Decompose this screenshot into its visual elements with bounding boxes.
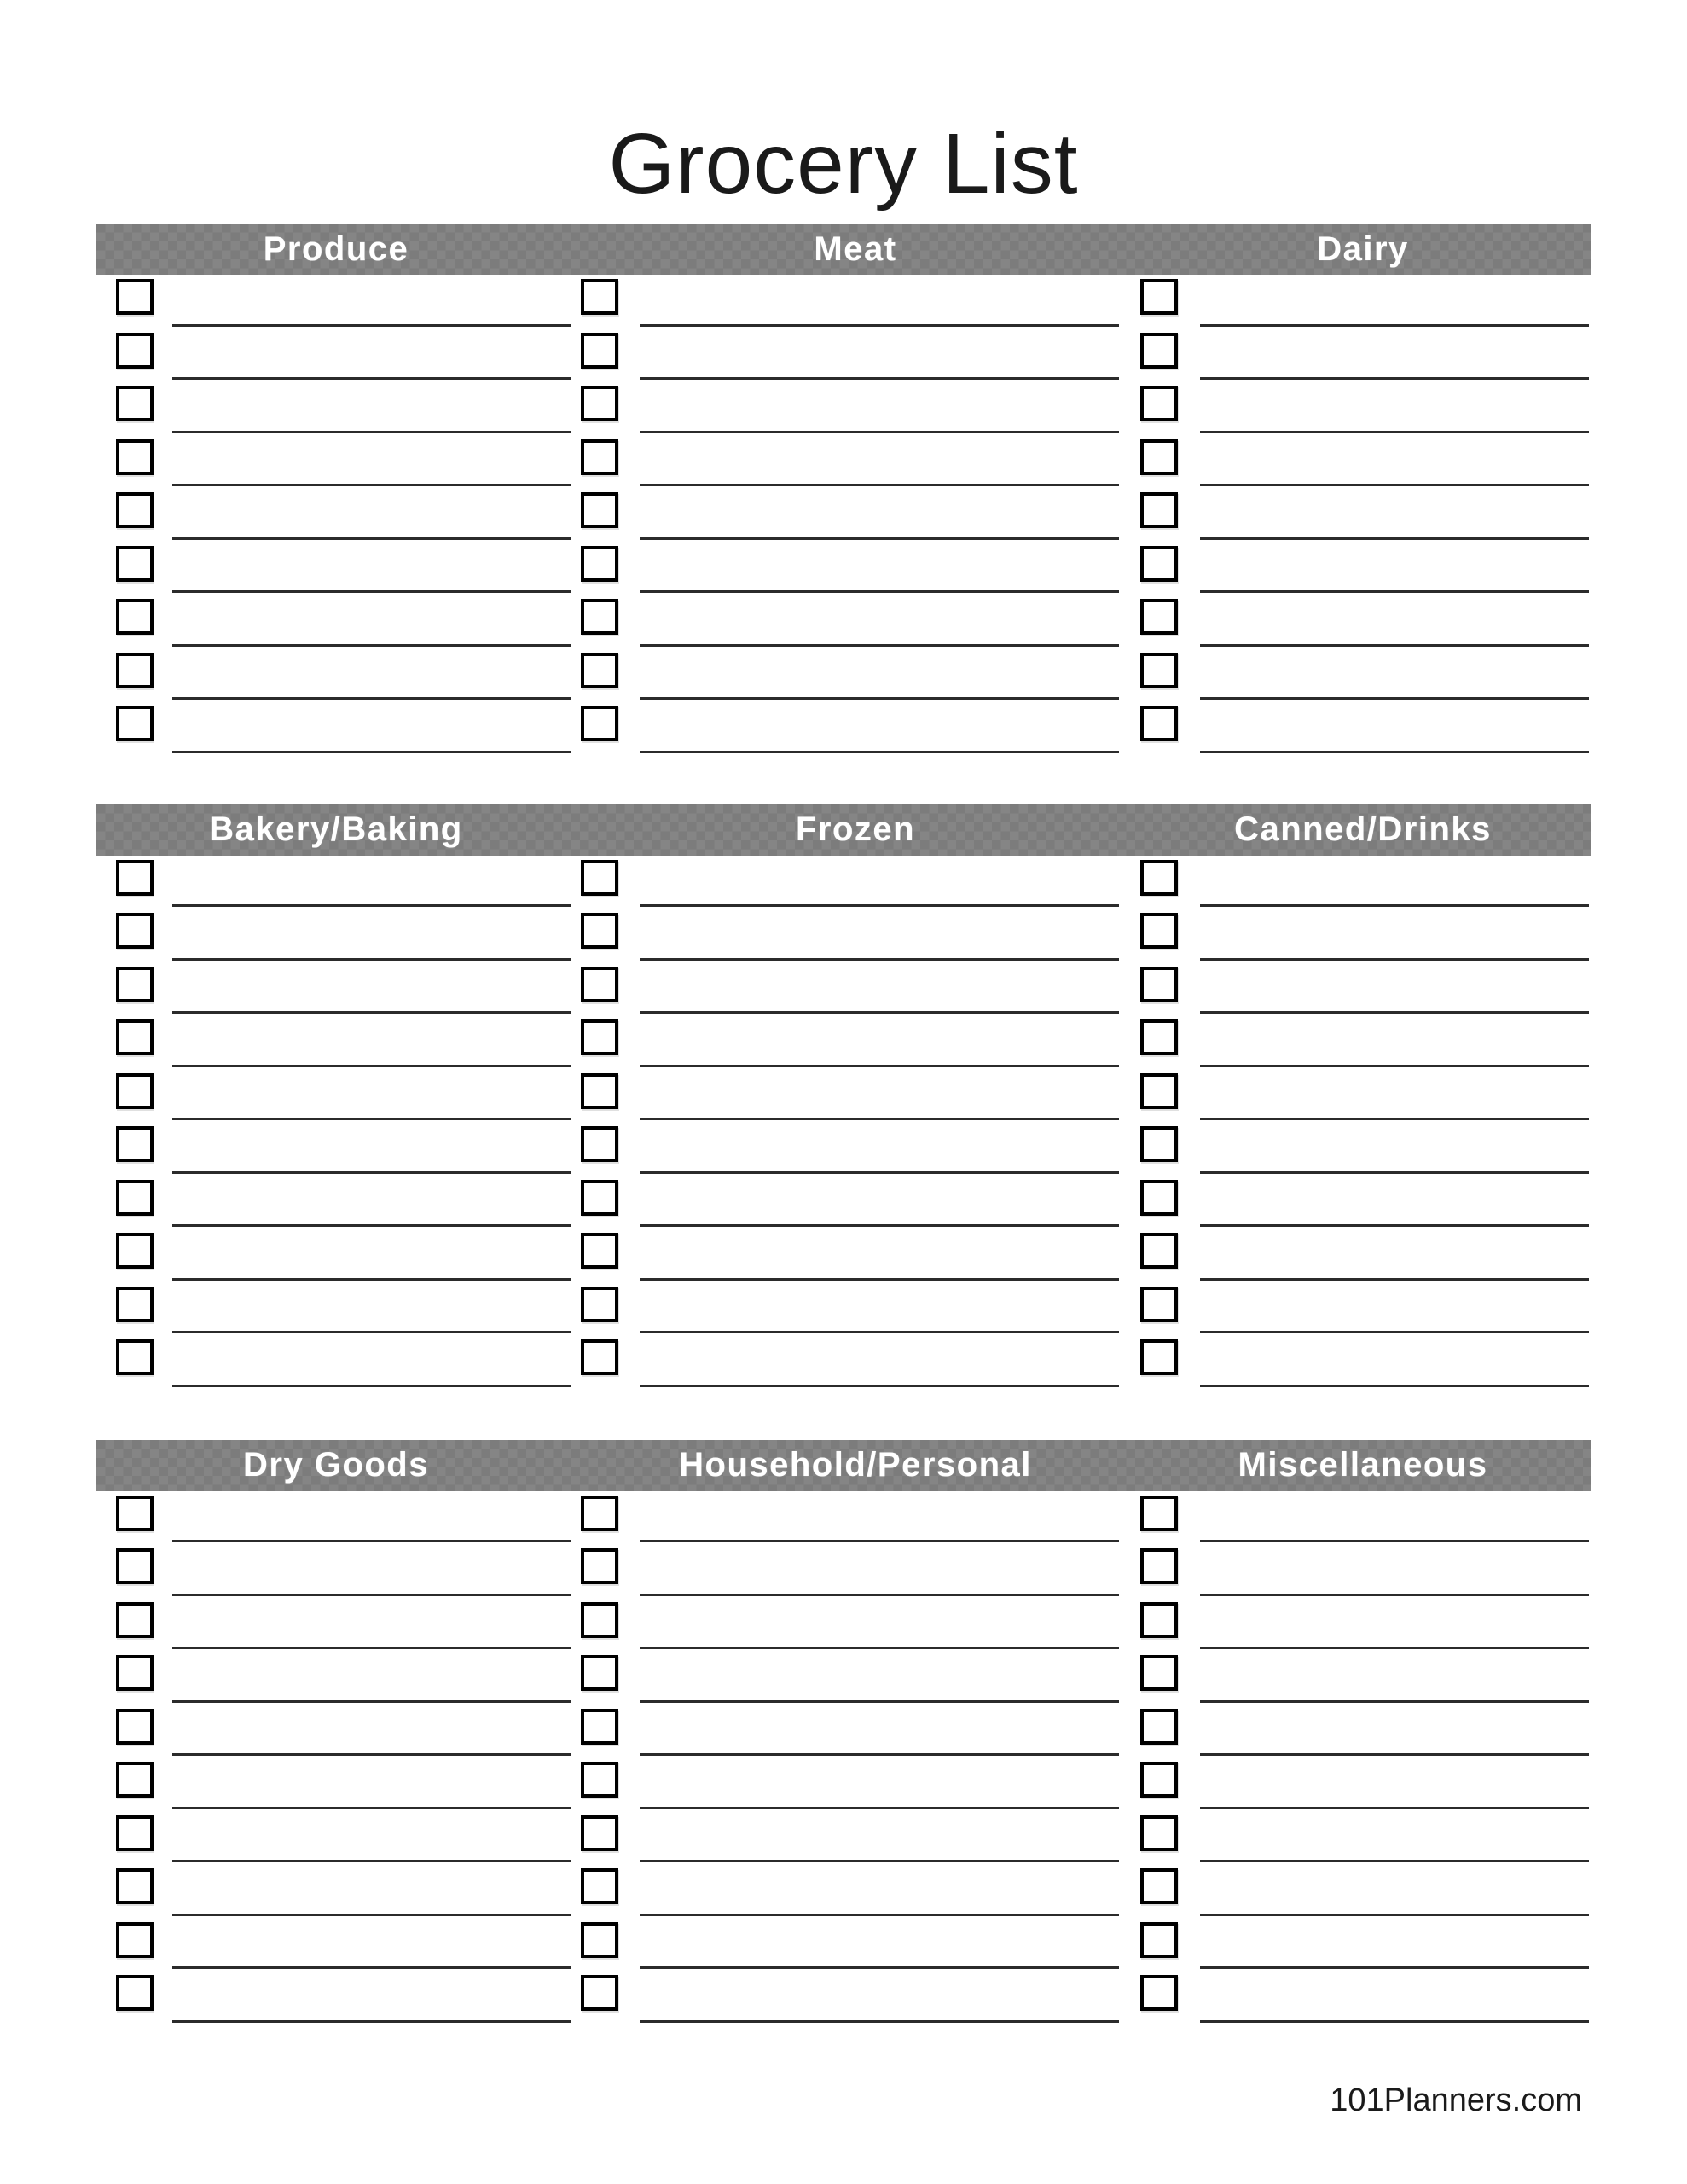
- grocery-item-row: [576, 1864, 1135, 1918]
- grocery-item-row: [576, 701, 1135, 755]
- item-entry-line[interactable]: [172, 537, 571, 540]
- item-checkbox[interactable]: [116, 653, 154, 688]
- page-title: Grocery List: [608, 116, 1079, 212]
- grocery-item-row: [576, 1069, 1135, 1123]
- category-header-frozen: Frozen: [795, 810, 916, 848]
- item-checkbox[interactable]: [116, 913, 154, 949]
- grocery-item-row: [96, 1282, 576, 1336]
- item-checkbox[interactable]: [1140, 1922, 1178, 1958]
- item-entry-line[interactable]: [172, 431, 571, 433]
- item-checkbox[interactable]: [1140, 1975, 1178, 2011]
- item-entry-line[interactable]: [172, 1914, 571, 1916]
- grocery-item-row: [1135, 648, 1591, 702]
- item-entry-line[interactable]: [1200, 1065, 1589, 1067]
- item-checkbox[interactable]: [581, 1762, 618, 1798]
- item-entry-line[interactable]: [1200, 377, 1589, 380]
- grocery-item-row: [576, 962, 1135, 1016]
- item-checkbox[interactable]: [581, 1287, 618, 1322]
- grocery-item-row: [1135, 595, 1591, 648]
- item-checkbox[interactable]: [116, 599, 154, 635]
- item-entry-line[interactable]: [172, 484, 571, 486]
- grocery-item-row: [96, 1598, 576, 1652]
- grocery-item-row: [96, 1069, 576, 1123]
- grocery-item-row: [576, 595, 1135, 648]
- item-entry-line[interactable]: [1200, 1278, 1589, 1281]
- item-checkbox[interactable]: [581, 1602, 618, 1638]
- site-credit: 101Planners.com: [1330, 2082, 1582, 2118]
- grocery-item-row: [96, 1811, 576, 1865]
- grocery-item-row: [96, 1228, 576, 1282]
- item-checkbox[interactable]: [1140, 1602, 1178, 1638]
- item-checkbox[interactable]: [581, 1815, 618, 1851]
- item-checkbox[interactable]: [581, 1339, 618, 1375]
- grocery-item-row: [96, 435, 576, 489]
- grocery-item-row: [1135, 488, 1591, 542]
- item-checkbox[interactable]: [581, 967, 618, 1002]
- item-entry-line[interactable]: [172, 1700, 571, 1703]
- grocery-item-row: [1135, 1015, 1591, 1069]
- item-checkbox[interactable]: [116, 1602, 154, 1638]
- item-checkbox[interactable]: [116, 279, 154, 315]
- item-checkbox[interactable]: [116, 1548, 154, 1584]
- item-checkbox[interactable]: [1140, 1126, 1178, 1162]
- item-entry-line[interactable]: [640, 377, 1119, 380]
- item-entry-line[interactable]: [640, 1860, 1119, 1862]
- item-entry-line[interactable]: [640, 1065, 1119, 1067]
- item-entry-line[interactable]: [640, 1700, 1119, 1703]
- item-checkbox[interactable]: [581, 439, 618, 475]
- grocery-item-row: [576, 1757, 1135, 1811]
- section-2: [96, 804, 1591, 1389]
- grocery-item-row: [576, 381, 1135, 435]
- item-entry-line[interactable]: [172, 958, 571, 961]
- category-header-bar: [96, 804, 1591, 856]
- item-checkbox[interactable]: [581, 1922, 618, 1958]
- item-checkbox[interactable]: [581, 1126, 618, 1162]
- item-entry-line[interactable]: [1200, 1118, 1589, 1120]
- item-entry-line[interactable]: [640, 1224, 1119, 1227]
- grocery-item-row: [576, 1918, 1135, 1972]
- grocery-item-row: [96, 1971, 576, 2024]
- category-header-bar: [96, 1440, 1591, 1491]
- category-header-household-personal: Household/Personal: [679, 1446, 1032, 1484]
- grocery-item-row: [96, 328, 576, 382]
- grocery-item-row: [576, 1598, 1135, 1652]
- item-checkbox[interactable]: [116, 492, 154, 528]
- item-checkbox[interactable]: [1140, 967, 1178, 1002]
- grocery-item-row: [96, 542, 576, 595]
- grocery-item-row: [1135, 328, 1591, 382]
- item-checkbox[interactable]: [1140, 913, 1178, 949]
- grocery-item-row: [1135, 1544, 1591, 1598]
- section-body: [96, 1491, 1591, 2024]
- grocery-item-row: [96, 1015, 576, 1069]
- grocery-item-row: [1135, 1282, 1591, 1336]
- item-checkbox[interactable]: [581, 706, 618, 741]
- grocery-item-row: [576, 1811, 1135, 1865]
- item-checkbox[interactable]: [1140, 1180, 1178, 1216]
- grocery-item-row: [1135, 1228, 1591, 1282]
- item-entry-line[interactable]: [172, 1860, 571, 1862]
- item-entry-line[interactable]: [1200, 1807, 1589, 1809]
- item-entry-line[interactable]: [172, 1385, 571, 1387]
- section-body: [96, 856, 1591, 1389]
- grocery-item-row: [96, 381, 576, 435]
- item-entry-line[interactable]: [172, 1594, 571, 1596]
- item-checkbox[interactable]: [116, 1073, 154, 1109]
- item-entry-line[interactable]: [640, 1647, 1119, 1649]
- item-checkbox[interactable]: [1140, 439, 1178, 475]
- grocery-item-row: [1135, 856, 1591, 909]
- item-entry-line[interactable]: [172, 697, 571, 700]
- section-1: [96, 224, 1591, 755]
- grocery-item-row: [576, 1122, 1135, 1176]
- grocery-item-row: [1135, 1651, 1591, 1705]
- item-entry-line[interactable]: [1200, 324, 1589, 327]
- item-entry-line[interactable]: [172, 1807, 571, 1809]
- item-entry-line[interactable]: [1200, 1647, 1589, 1649]
- item-checkbox[interactable]: [581, 860, 618, 896]
- item-entry-line[interactable]: [640, 1011, 1119, 1014]
- grocery-item-row: [96, 595, 576, 648]
- grocery-item-row: [96, 1864, 576, 1918]
- item-checkbox[interactable]: [581, 386, 618, 421]
- grocery-item-row: [576, 1705, 1135, 1758]
- item-entry-line[interactable]: [640, 590, 1119, 593]
- item-entry-line[interactable]: [172, 1540, 571, 1542]
- item-entry-line[interactable]: [1200, 1594, 1589, 1596]
- grocery-item-row: [576, 1228, 1135, 1282]
- category-header-meat: Meat: [814, 229, 897, 268]
- item-checkbox[interactable]: [116, 1709, 154, 1745]
- item-checkbox[interactable]: [1140, 1073, 1178, 1109]
- item-entry-line[interactable]: [172, 1278, 571, 1281]
- item-entry-line[interactable]: [640, 644, 1119, 647]
- item-entry-line[interactable]: [1200, 537, 1589, 540]
- item-entry-line[interactable]: [172, 904, 571, 907]
- item-checkbox[interactable]: [116, 1019, 154, 1055]
- category-header-produce: Produce: [263, 229, 409, 268]
- item-checkbox[interactable]: [581, 546, 618, 582]
- item-checkbox[interactable]: [581, 1180, 618, 1216]
- grocery-item-row: [1135, 435, 1591, 489]
- item-entry-line[interactable]: [640, 1171, 1119, 1174]
- item-entry-line[interactable]: [1200, 644, 1589, 647]
- grocery-item-row: [96, 909, 576, 962]
- item-checkbox[interactable]: [1140, 1548, 1178, 1584]
- item-checkbox[interactable]: [116, 1496, 154, 1531]
- item-entry-line[interactable]: [640, 1278, 1119, 1281]
- item-checkbox[interactable]: [581, 1548, 618, 1584]
- item-entry-line[interactable]: [1200, 1011, 1589, 1014]
- item-checkbox[interactable]: [581, 1496, 618, 1531]
- item-checkbox[interactable]: [116, 860, 154, 896]
- grocery-item-row: [1135, 1811, 1591, 1865]
- item-checkbox[interactable]: [116, 1233, 154, 1269]
- item-checkbox[interactable]: [1140, 1868, 1178, 1904]
- item-entry-line[interactable]: [1200, 1966, 1589, 1969]
- grocery-item-row: [576, 648, 1135, 702]
- item-checkbox[interactable]: [581, 913, 618, 949]
- item-entry-line[interactable]: [1200, 1385, 1589, 1387]
- grocery-item-row: [576, 435, 1135, 489]
- item-checkbox[interactable]: [581, 492, 618, 528]
- item-entry-line[interactable]: [1200, 1860, 1589, 1862]
- grocery-item-row: [1135, 962, 1591, 1016]
- grocery-item-row: [576, 909, 1135, 962]
- grocery-item-row: [1135, 1864, 1591, 1918]
- category-header-canned-drinks: Canned/Drinks: [1234, 810, 1492, 848]
- grocery-item-row: [96, 488, 576, 542]
- item-entry-line[interactable]: [640, 904, 1119, 907]
- item-entry-line[interactable]: [1200, 1540, 1589, 1542]
- category-header-miscellaneous: Miscellaneous: [1238, 1446, 1488, 1484]
- grocery-item-row: [576, 1651, 1135, 1705]
- item-checkbox[interactable]: [1140, 1339, 1178, 1375]
- grocery-item-row: [96, 962, 576, 1016]
- grocery-item-row: [1135, 1122, 1591, 1176]
- item-entry-line[interactable]: [640, 1540, 1119, 1542]
- item-checkbox[interactable]: [1140, 333, 1178, 369]
- grocery-item-row: [96, 856, 576, 909]
- item-entry-line[interactable]: [172, 590, 571, 593]
- item-checkbox[interactable]: [1140, 1762, 1178, 1798]
- item-entry-line[interactable]: [1200, 751, 1589, 753]
- grocery-item-row: [1135, 1971, 1591, 2024]
- item-entry-line[interactable]: [640, 1385, 1119, 1387]
- item-checkbox[interactable]: [581, 1019, 618, 1055]
- grocery-item-row: [1135, 1176, 1591, 1229]
- item-entry-line[interactable]: [640, 1118, 1119, 1120]
- grocery-item-row: [1135, 701, 1591, 755]
- item-checkbox[interactable]: [1140, 1019, 1178, 1055]
- item-checkbox[interactable]: [116, 1126, 154, 1162]
- grocery-item-row: [96, 1705, 576, 1758]
- item-entry-line[interactable]: [1200, 1331, 1589, 1333]
- grocery-item-row: [96, 1122, 576, 1176]
- item-entry-line[interactable]: [640, 537, 1119, 540]
- item-checkbox[interactable]: [116, 706, 154, 741]
- item-checkbox[interactable]: [581, 653, 618, 688]
- item-entry-line[interactable]: [1200, 1914, 1589, 1916]
- item-checkbox[interactable]: [116, 1339, 154, 1375]
- item-entry-line[interactable]: [172, 751, 571, 753]
- item-checkbox[interactable]: [581, 1655, 618, 1691]
- item-checkbox[interactable]: [116, 1922, 154, 1958]
- item-checkbox[interactable]: [1140, 1287, 1178, 1322]
- item-checkbox[interactable]: [116, 1975, 154, 2011]
- category-header-dry-goods: Dry Goods: [243, 1446, 429, 1484]
- grocery-item-row: [96, 1176, 576, 1229]
- grocery-item-row: [576, 1971, 1135, 2024]
- grocery-item-row: [1135, 909, 1591, 962]
- category-header-bakery-baking: Bakery/Baking: [209, 810, 463, 848]
- item-checkbox[interactable]: [581, 1709, 618, 1745]
- item-entry-line[interactable]: [1200, 1700, 1589, 1703]
- item-checkbox[interactable]: [1140, 1655, 1178, 1691]
- grocery-item-row: [96, 1757, 576, 1811]
- item-entry-line[interactable]: [172, 1065, 571, 1067]
- item-entry-line[interactable]: [1200, 1171, 1589, 1174]
- item-entry-line[interactable]: [172, 324, 571, 327]
- grocery-item-row: [96, 1651, 576, 1705]
- grocery-item-row: [576, 1176, 1135, 1229]
- item-entry-line[interactable]: [640, 1914, 1119, 1916]
- item-checkbox[interactable]: [1140, 860, 1178, 896]
- item-entry-line[interactable]: [640, 958, 1119, 961]
- item-entry-line[interactable]: [1200, 484, 1589, 486]
- item-entry-line[interactable]: [172, 1331, 571, 1333]
- item-checkbox[interactable]: [581, 1233, 618, 1269]
- item-entry-line[interactable]: [172, 1966, 571, 1969]
- item-entry-line[interactable]: [1200, 1224, 1589, 1227]
- item-checkbox[interactable]: [116, 1815, 154, 1851]
- item-entry-line[interactable]: [172, 2020, 571, 2023]
- item-entry-line[interactable]: [172, 1224, 571, 1227]
- grocery-item-row: [576, 1335, 1135, 1389]
- item-checkbox[interactable]: [116, 1655, 154, 1691]
- section-body: [96, 275, 1591, 755]
- item-checkbox[interactable]: [116, 1287, 154, 1322]
- item-entry-line[interactable]: [640, 431, 1119, 433]
- item-checkbox[interactable]: [581, 279, 618, 315]
- item-entry-line[interactable]: [640, 2020, 1119, 2023]
- item-checkbox[interactable]: [1140, 653, 1178, 688]
- grocery-item-row: [576, 488, 1135, 542]
- item-checkbox[interactable]: [116, 386, 154, 421]
- grocery-item-row: [96, 701, 576, 755]
- grocery-item-row: [1135, 542, 1591, 595]
- item-checkbox[interactable]: [1140, 1709, 1178, 1745]
- grocery-item-row: [1135, 1705, 1591, 1758]
- grocery-item-row: [96, 1918, 576, 1972]
- grocery-item-row: [576, 1282, 1135, 1336]
- grocery-item-row: [96, 1544, 576, 1598]
- item-checkbox[interactable]: [1140, 492, 1178, 528]
- item-checkbox[interactable]: [581, 1975, 618, 2011]
- item-entry-line[interactable]: [172, 1171, 571, 1174]
- grocery-item-row: [576, 1491, 1135, 1545]
- item-entry-line[interactable]: [1200, 904, 1589, 907]
- grocery-item-row: [1135, 1757, 1591, 1811]
- item-checkbox[interactable]: [116, 1762, 154, 1798]
- item-entry-line[interactable]: [172, 377, 571, 380]
- item-entry-line[interactable]: [640, 751, 1119, 753]
- grocery-item-row: [1135, 1335, 1591, 1389]
- grocery-item-row: [1135, 1598, 1591, 1652]
- item-entry-line[interactable]: [172, 1118, 571, 1120]
- item-checkbox[interactable]: [1140, 546, 1178, 582]
- category-sections: [96, 224, 1591, 2024]
- item-checkbox[interactable]: [1140, 1815, 1178, 1851]
- item-entry-line[interactable]: [1200, 590, 1589, 593]
- item-checkbox[interactable]: [116, 1868, 154, 1904]
- item-entry-line[interactable]: [1200, 1753, 1589, 1756]
- grocery-item-row: [576, 1544, 1135, 1598]
- grocery-item-row: [1135, 1491, 1591, 1545]
- item-entry-line[interactable]: [640, 1966, 1119, 1969]
- item-entry-line[interactable]: [640, 484, 1119, 486]
- item-entry-line[interactable]: [172, 1647, 571, 1649]
- grocery-item-row: [576, 328, 1135, 382]
- item-checkbox[interactable]: [116, 1180, 154, 1216]
- item-checkbox[interactable]: [116, 439, 154, 475]
- grocery-item-row: [1135, 381, 1591, 435]
- item-checkbox[interactable]: [581, 333, 618, 369]
- grocery-item-row: [576, 1015, 1135, 1069]
- grocery-item-row: [1135, 1069, 1591, 1123]
- item-entry-line[interactable]: [172, 1753, 571, 1756]
- item-entry-line[interactable]: [1200, 431, 1589, 433]
- item-checkbox[interactable]: [1140, 706, 1178, 741]
- item-checkbox[interactable]: [116, 333, 154, 369]
- grocery-item-row: [576, 542, 1135, 595]
- grocery-item-row: [576, 275, 1135, 328]
- item-entry-line[interactable]: [640, 1807, 1119, 1809]
- section-3: [96, 1440, 1591, 2024]
- grocery-item-row: [1135, 275, 1591, 328]
- grocery-item-row: [96, 1335, 576, 1389]
- item-checkbox[interactable]: [1140, 599, 1178, 635]
- item-entry-line[interactable]: [172, 1011, 571, 1014]
- item-checkbox[interactable]: [1140, 386, 1178, 421]
- item-checkbox[interactable]: [581, 599, 618, 635]
- item-entry-line[interactable]: [640, 324, 1119, 327]
- category-header-bar: [96, 224, 1591, 275]
- item-checkbox[interactable]: [581, 1868, 618, 1904]
- item-entry-line[interactable]: [640, 1331, 1119, 1333]
- item-checkbox[interactable]: [116, 546, 154, 582]
- item-checkbox[interactable]: [1140, 1233, 1178, 1269]
- item-entry-line[interactable]: [640, 697, 1119, 700]
- grocery-item-row: [96, 275, 576, 328]
- item-checkbox[interactable]: [581, 1073, 618, 1109]
- item-entry-line[interactable]: [1200, 697, 1589, 700]
- item-entry-line[interactable]: [640, 1753, 1119, 1756]
- grocery-item-row: [96, 1491, 576, 1545]
- grocery-item-row: [576, 856, 1135, 909]
- item-entry-line[interactable]: [1200, 2020, 1589, 2023]
- grocery-item-row: [1135, 1918, 1591, 1972]
- item-checkbox[interactable]: [1140, 279, 1178, 315]
- item-entry-line[interactable]: [1200, 958, 1589, 961]
- item-checkbox[interactable]: [116, 967, 154, 1002]
- grocery-item-row: [96, 648, 576, 702]
- item-entry-line[interactable]: [640, 1594, 1119, 1596]
- category-header-dairy: Dairy: [1317, 229, 1409, 268]
- item-checkbox[interactable]: [1140, 1496, 1178, 1531]
- item-entry-line[interactable]: [172, 644, 571, 647]
